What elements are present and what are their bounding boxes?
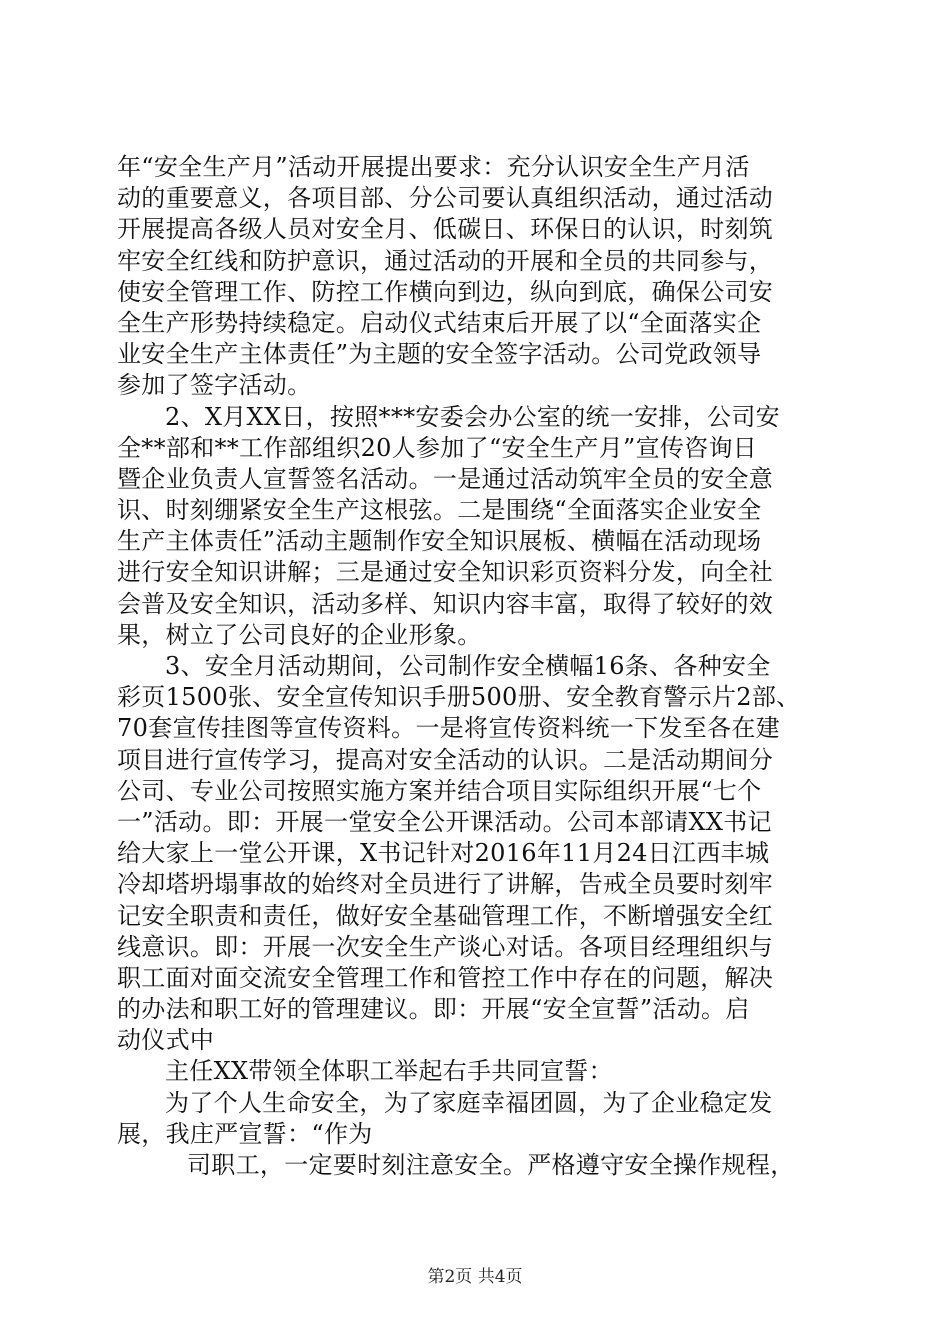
document-body — [117, 152, 837, 1181]
paragraph-start: 主任XX带领全体职工举起右手共同宣誓： — [165, 1057, 613, 1086]
text-line: 生产主体责任”活动主题制作安全知识展板、横幅在活动现场 — [117, 527, 762, 556]
text-line: 项目进行宣传学习，提高对安全活动的认识。二是活动期间分 — [117, 745, 774, 774]
text-line: 果，树立了公司良好的企业形象。 — [117, 620, 482, 649]
text-line: 动仪式中 — [117, 1026, 215, 1055]
text-line: 70套宣传挂图等宣传资料。一是将宣传资料统一下发至各在建 — [117, 714, 780, 743]
text-line: 动的重要意义，各项目部、分公司要认真组织活动，通过活动 — [117, 184, 774, 213]
text-line: 参加了签字活动。 — [117, 371, 312, 400]
text-line: 业安全生产主体责任”为主题的安全签字活动。公司党政领导 — [117, 340, 762, 369]
page-number: 第2页 共4页 — [427, 1267, 523, 1287]
text-line: 线意识。即：开展一次安全生产谈心对话。各项目经理组织与 — [117, 932, 774, 961]
paragraph-start: 2、X月XX日，按照***安委会办公室的统一安排，公司安 — [165, 402, 780, 431]
text-line: 牢安全红线和防护意识，通过活动的开展和全员的共同参与， — [117, 246, 774, 275]
text-line: 公司、专业公司按照实施方案并结合项目实际组织开展“七个 — [117, 776, 762, 805]
text-line: 会普及安全知识，活动多样、知识内容丰富，取得了较好的效 — [117, 589, 774, 618]
text-line: 一”活动。即：开展一堂安全公开课活动。公司本部请XX书记 — [117, 807, 772, 836]
text-line: 全**部和**工作部组织20人参加了“安全生产月”宣传咨询日 — [117, 433, 758, 462]
text-line: 使安全管理工作、防控工作横向到边，纵向到底，确保公司安 — [117, 277, 774, 306]
text-line: 全生产形势持续稳定。启动仪式结束后开展了以“全面落实企 — [117, 308, 762, 337]
paragraph-start: 3、安全月活动期间，公司制作安全横幅16条、各种安全 — [165, 652, 771, 680]
paragraph-start: 司职工，一定要时刻注意安全。严格遵守安全操作规程， — [187, 1151, 795, 1179]
text-line: 开展提高各级人员对安全月、低碳日、环保日的认识，时刻筑 — [117, 215, 774, 244]
text-line: 进行安全知识讲解；三是通过安全知识彩页资料分发，向全社 — [117, 558, 774, 587]
text-line: 的办法和职工好的管理建议。即：开展“安全宣誓”活动。启 — [117, 995, 750, 1024]
text-line: 职工面对面交流安全管理工作和管控工作中存在的问题，解决 — [117, 963, 774, 992]
text-line: 暨企业负责人宣誓签名活动。一是通过活动筑牢全员的安全意 — [117, 464, 774, 493]
text-line: 识、时刻绷紧安全生产这根弦。二是围绕“全面落实企业安全 — [117, 496, 762, 525]
text-line: 展，我庄严宣誓：“作为 — [117, 1119, 373, 1148]
text-line: 年“安全生产月”活动开展提出要求：充分认识安全生产月活 — [117, 153, 750, 181]
text-line: 彩页1500张、安全宣传知识手册500册、安全教育警示片2部、 — [117, 683, 801, 712]
paragraph-start: 为了个人生命安全，为了家庭幸福团圆，为了企业稳定发 — [165, 1088, 773, 1117]
text-line: 冷却塔坍塌事故的始终对全员进行了讲解，告戒全员要时刻牢 — [117, 870, 774, 899]
text-line: 记安全职责和责任，做好安全基础管理工作，不断增强安全红 — [117, 901, 774, 930]
text-line: 给大家上一堂公开课，X书记针对2016年11月24日江西丰城 — [117, 839, 770, 868]
